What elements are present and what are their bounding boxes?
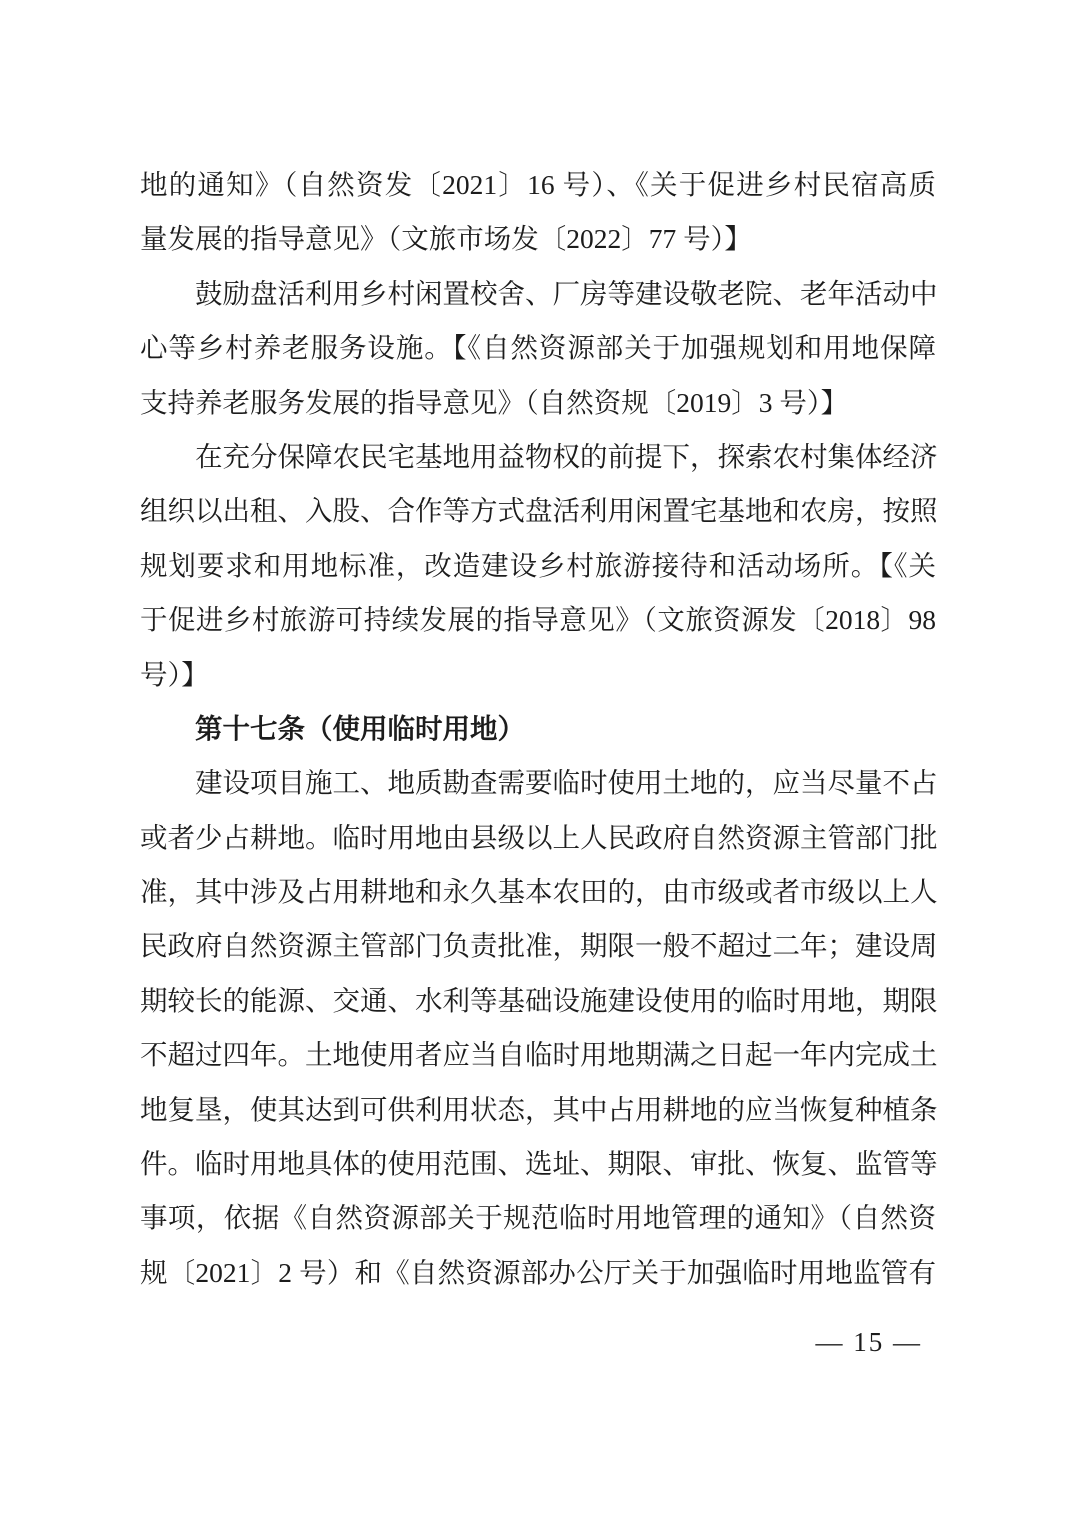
text-line: 准，其中涉及占用耕地和永久基本农田的，由市级或者市级以上人 xyxy=(140,876,938,908)
text-line: 事项，依据《自然资源部关于规范临时用地管理的通知》（自然资 xyxy=(140,1202,936,1234)
text-line: 支持养老服务发展的指导意见》（自然资规〔2019〕3 号）】 xyxy=(140,386,849,418)
text-line: 于促进乡村旅游可持续发展的指导意见》（文旅资源发〔2018〕98 xyxy=(140,604,936,636)
text-line: 组织以出租、入股、合作等方式盘活利用闲置宅基地和农房，按照 xyxy=(140,495,938,527)
text-line: 期较长的能源、交通、水利等基础设施建设使用的临时用地，期限 xyxy=(140,984,938,1016)
text-line: 在充分保障农民宅基地用益物权的前提下，探索农村集体经济 xyxy=(195,440,938,472)
text-line: 量发展的指导意见》（文旅市场发〔2022〕77 号）】 xyxy=(140,223,752,255)
text-line: 规〔2021〕2 号）和《自然资源部办公厅关于加强临时用地监管有 xyxy=(140,1256,936,1288)
text-line: 不超过四年。土地使用者应当自临时用地期满之日起一年内完成土 xyxy=(140,1039,938,1071)
document-body xyxy=(140,158,936,1300)
text-line: 号）】 xyxy=(140,658,209,690)
text-line: 件。临时用地具体的使用范围、选址、期限、审批、恢复、监管等 xyxy=(140,1148,938,1180)
text-line: 鼓励盘活利用乡村闲置校舍、厂房等建设敬老院、老年活动中 xyxy=(195,277,938,309)
page-number: — 15 — xyxy=(815,1327,922,1357)
text-line: 心等乡村养老服务设施。【《自然资源部关于加强规划和用地保障 xyxy=(140,332,936,364)
text-line: 民政府自然资源主管部门负责批准，期限一般不超过二年；建设周 xyxy=(140,930,938,962)
text-line: 地的通知》（自然资发〔2021〕16 号）、《关于促进乡村民宿高质 xyxy=(140,169,936,200)
text-line: 地复垦，使其达到可供利用状态，其中占用耕地的应当恢复种植条 xyxy=(140,1093,938,1125)
text-line: 建设项目施工、地质勘查需要临时使用土地的，应当尽量不占 xyxy=(195,767,938,799)
article-heading: 第十七条（使用临时用地） xyxy=(195,712,525,744)
text-line: 规划要求和用地标准，改造建设乡村旅游接待和活动场所。【《关 xyxy=(140,549,936,581)
text-line: 或者少占耕地。临时用地由县级以上人民政府自然资源主管部门批 xyxy=(140,821,938,853)
